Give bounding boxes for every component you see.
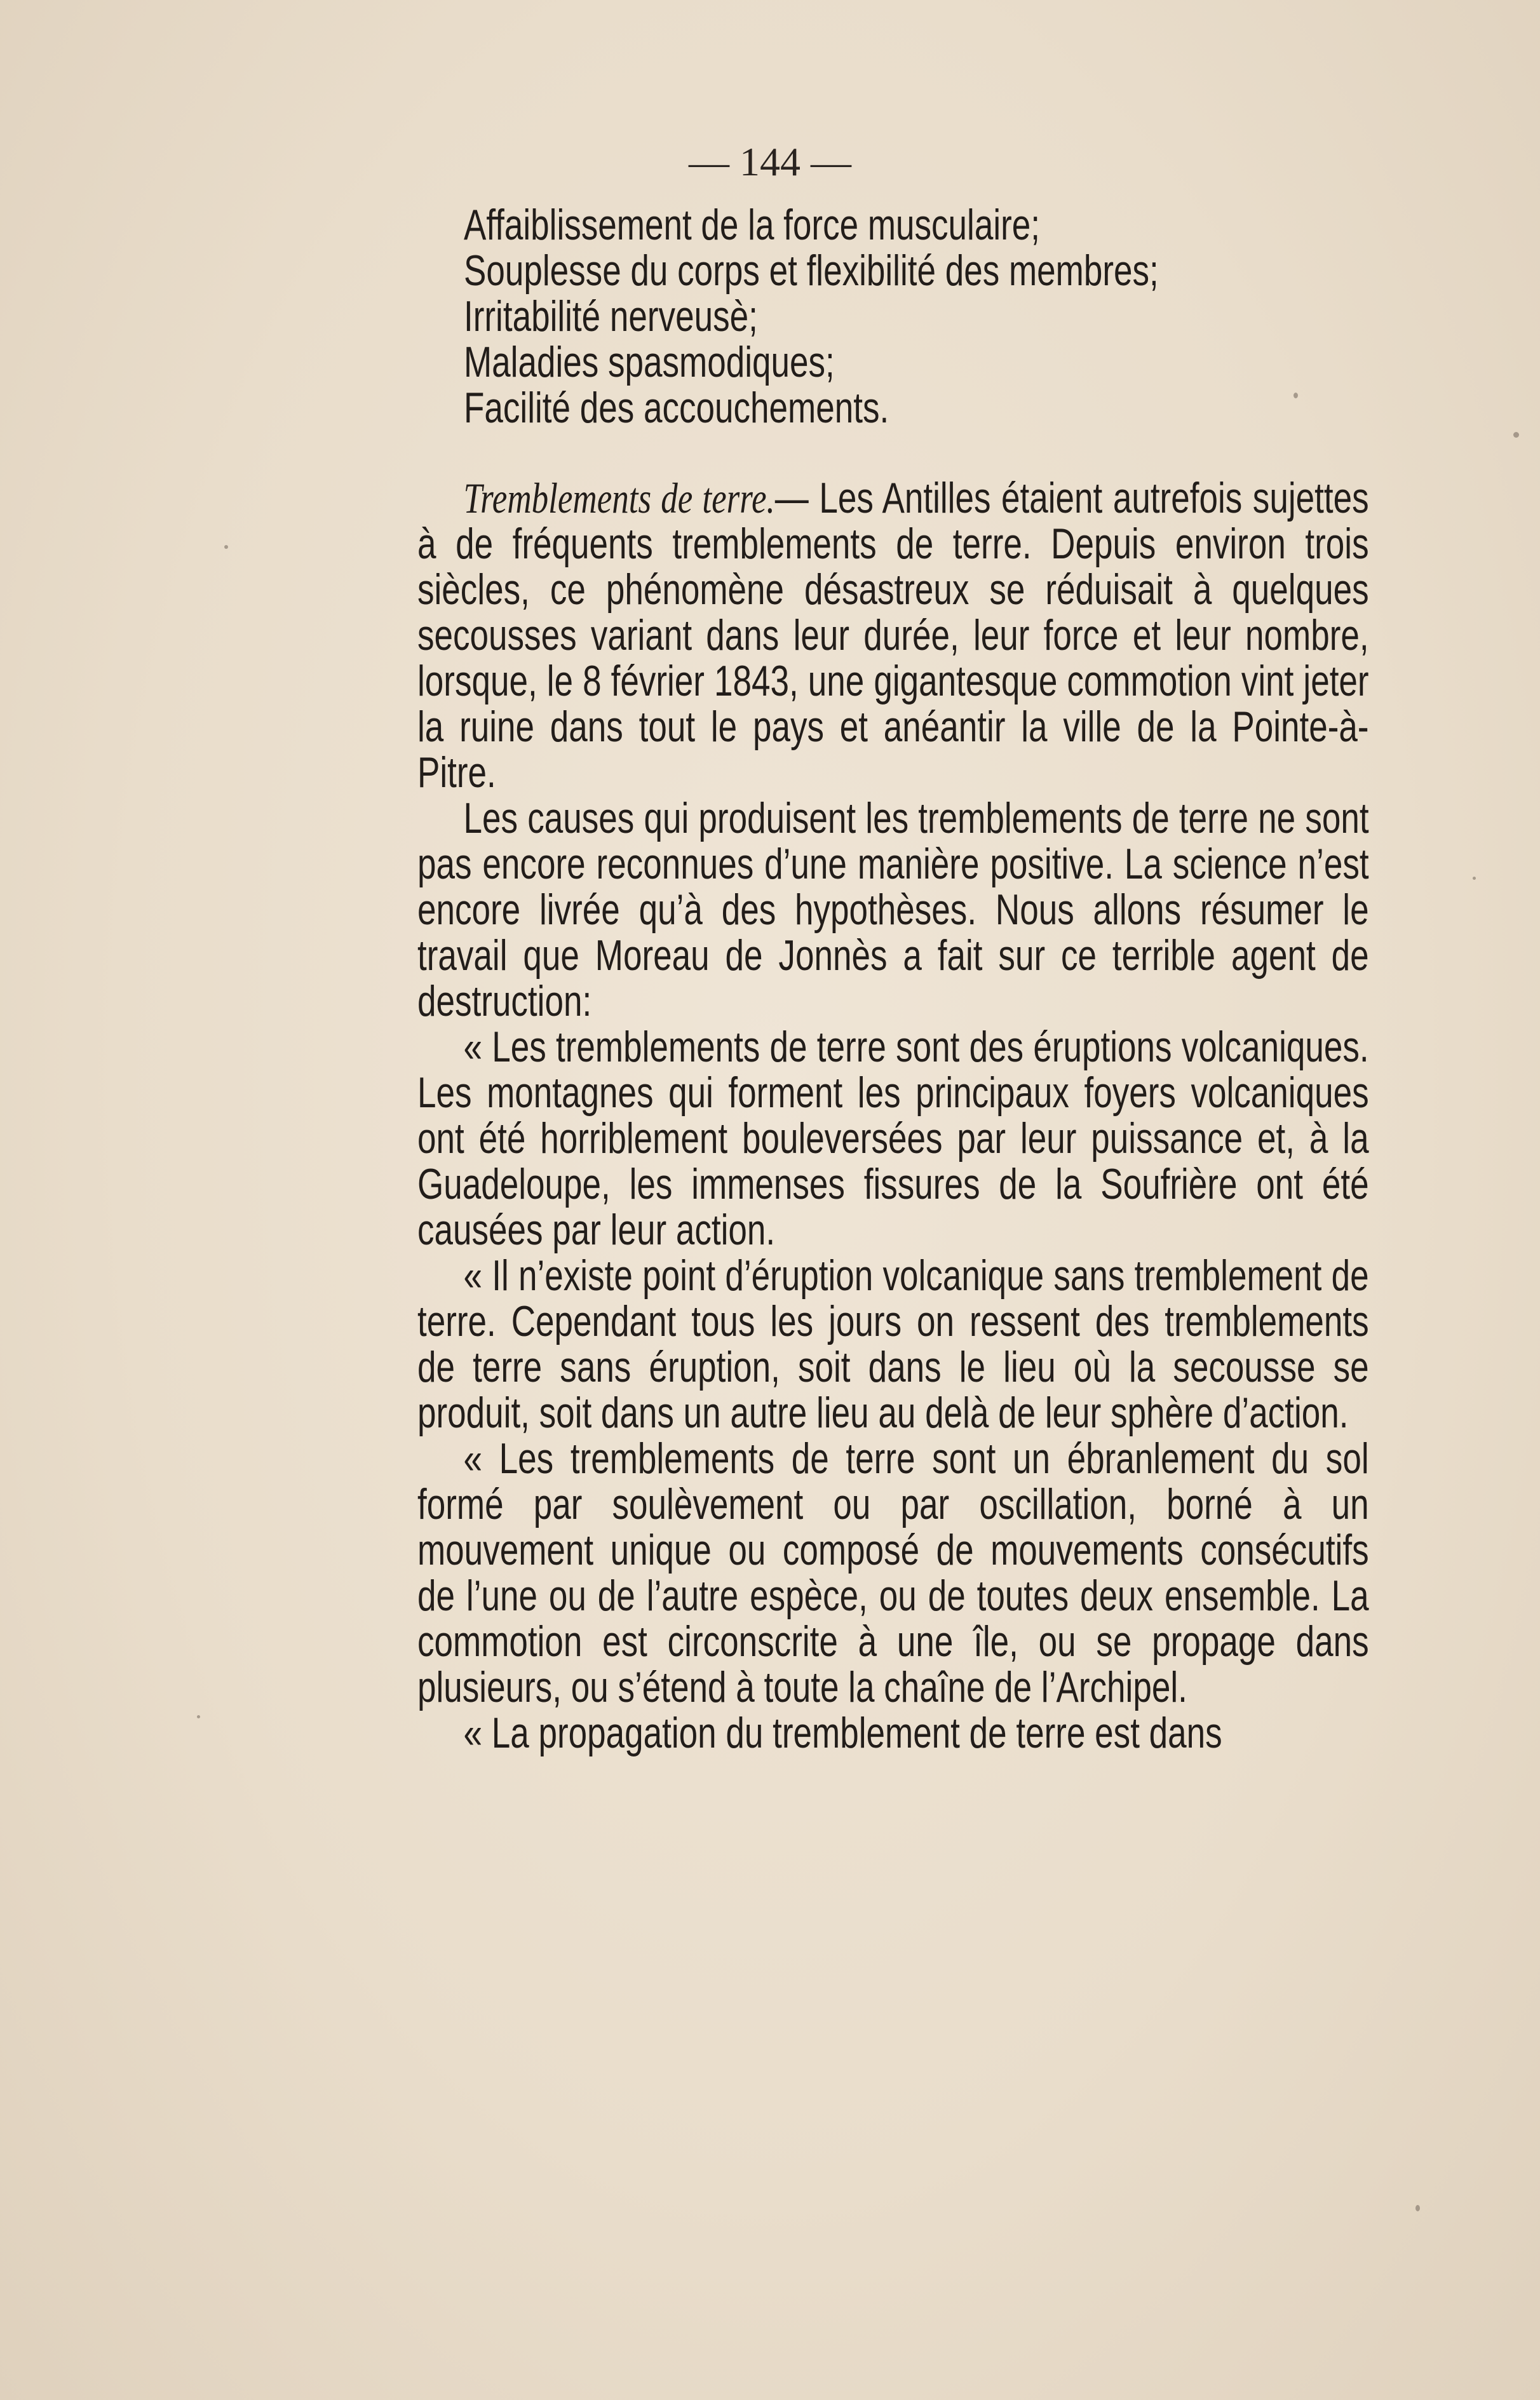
- paragraph: Les causes qui produisent les tremblements de terre ne sont pas encore reconnues d’une manière positive. La science n’est encore livrée qu’à des hypothèses. Nous allons résumer le travail que Moreau de Jonnès a fait sur ce terrible agent de destruction:: [417, 794, 1369, 1025]
- effects-list: [464, 202, 1207, 431]
- paper-speck: [1473, 877, 1476, 880]
- list-item: Maladies spasmodiques;: [464, 338, 835, 386]
- page-number: — 144 —: [689, 139, 851, 184]
- section-body: [417, 475, 1369, 1756]
- paragraph-text: — Les Antilles étaient autrefois sujettes à de fréquents tremblements de terre. Depuis environ trois siècles, ce phénomène désastreux se réduisait à quelques secousses variant dans leur durée, leur force et leur nombre, lorsque, le 8 février 1843, une gigantesque commotion vint jeter la ruine dans tout le pays et anéantir la ville de la Pointe-à-Pitre.: [417, 474, 1369, 797]
- section-heading: Tremblements de terre.: [463, 474, 775, 522]
- paragraph: « La propagation du tremblement de terre est dans: [463, 1709, 1222, 1757]
- paper-speck: [1293, 393, 1298, 398]
- list-item: Souplesse du corps et flexibilité des membres;: [464, 246, 1159, 295]
- list-item: Affaiblissement de la force musculaire;: [464, 201, 1041, 249]
- paragraph-intro: [417, 475, 1369, 795]
- paragraph: « Il n’existe point d’éruption volcanique sans tremblement de terre. Cependant tous les jours on ressent des tremblements de terre sans éruption, soit dans le lieu où la secousse se produit, soit dans un autre lieu au delà de leur sphère d’action.: [417, 1251, 1369, 1437]
- paper-speck: [224, 545, 228, 549]
- paper-speck: [1513, 432, 1519, 438]
- list-item: Irritabilité nerveusè;: [464, 292, 758, 340]
- paragraph: « Les tremblements de terre sont des éruptions volcaniques. Les montagnes qui forment les principaux foyers volcaniques ont été horriblement bouleversées par leur puissance et, à la Guadeloupe, les immenses fissures de la Soufrière ont été causées par leur action.: [417, 1023, 1369, 1254]
- paragraph: « Les tremblements de terre sont un ébranlement du sol formé par soulèvement ou par oscillation, borné à un mouvement unique ou composé de mouvements consécutifs de l’une ou de l’autre espèce, ou de toutes deux ensemble. La commotion est circonscrite à une île, ou se propage dans plusieurs, ou s’étend à toute la chaîne de l’Archipel.: [417, 1434, 1369, 1711]
- list-item: Facilité des accouchements.: [464, 384, 889, 432]
- paper-speck: [197, 1715, 200, 1718]
- paper-speck: [1415, 2205, 1420, 2211]
